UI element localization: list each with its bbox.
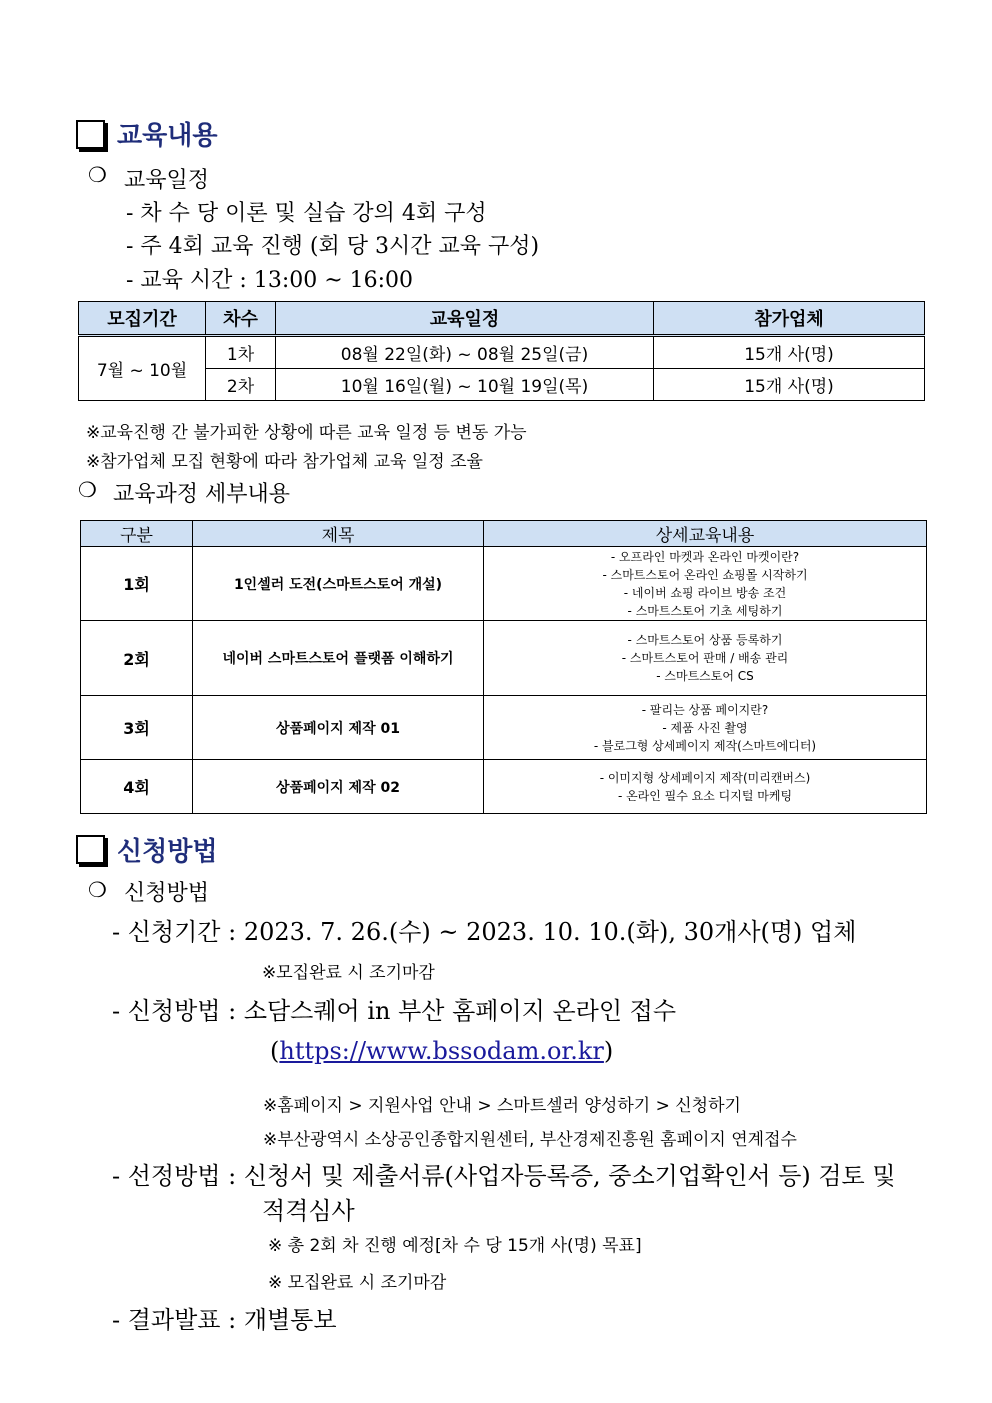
schedule-note-1: ※교육진행 간 불가피한 상황에 따른 교육 일정 등 변동 가능 xyxy=(86,423,527,443)
header-companies: 참가업체 xyxy=(654,302,925,336)
session-cell: 2회 xyxy=(81,621,193,696)
detail-line: - 스마트스토어 기초 세팅하기 xyxy=(627,603,783,618)
period-cell: 7월 ~ 10월 xyxy=(79,336,206,401)
details-cell xyxy=(484,621,927,696)
section-title-application: 신청방법 xyxy=(117,837,218,867)
detail-line: - 온라인 필수 요소 디지털 마케팅 xyxy=(617,788,793,803)
session-cell: 3회 xyxy=(81,696,193,760)
schedule-note-2: ※참가업체 모집 현황에 따라 참가업체 교육 일정 조율 xyxy=(86,452,483,472)
session-cell: 4회 xyxy=(81,760,193,814)
header-round: 차수 xyxy=(206,302,276,336)
table-row xyxy=(81,621,927,696)
selection-note-1: ※ 총 2회 차 진행 예정[차 수 당 15개 사(명) 목표] xyxy=(268,1236,642,1256)
table-row xyxy=(79,336,925,369)
course-table xyxy=(80,520,927,814)
dates-cell: 08월 22일(화) ~ 08월 25일(금) xyxy=(276,336,654,369)
schedule-line-2: - 주 4회 교육 진행 (회 당 3시간 교육 구성) xyxy=(126,234,540,259)
method-note-1: ※홈페이지 > 지원사업 안내 > 스마트셀러 양성하기 > 신청하기 xyxy=(263,1096,741,1116)
table-row xyxy=(81,547,927,621)
detail-line: - 제품 사진 촬영 xyxy=(662,720,748,735)
url-open-paren: ( xyxy=(270,1037,280,1065)
details-cell xyxy=(484,547,927,621)
selection-line-1: - 선정방법 : 신청서 및 제출서류(사업자등록증, 중소기업확인서 등) 검토 및 xyxy=(112,1162,896,1190)
section-checkbox-icon xyxy=(76,835,105,864)
header-details: 상세교육내용 xyxy=(484,521,927,547)
selection-note-2: ※ 모집완료 시 조기마감 xyxy=(268,1273,447,1293)
title-cell: 상품페이지 제작 01 xyxy=(193,696,484,760)
detail-line: - 이미지형 상세페이지 제작(미리캔버스) xyxy=(599,770,811,785)
section-checkbox-icon xyxy=(76,120,105,149)
method-note-2: ※부산광역시 소상공인종합지원센터, 부산경제진흥원 홈페이지 연계접수 xyxy=(263,1130,797,1150)
companies-cell: 15개 사(명) xyxy=(654,369,925,401)
header-period: 모집기간 xyxy=(79,302,206,336)
dates-cell: 10월 16일(월) ~ 10월 19일(목) xyxy=(276,369,654,401)
result-line: - 결과발표 : 개별통보 xyxy=(112,1306,337,1334)
table-row xyxy=(81,696,927,760)
detail-line: - 네이버 쇼핑 라이브 방송 조건 xyxy=(623,585,787,600)
detail-line: - 스마트스토어 판매 / 배송 관리 xyxy=(621,651,789,665)
detail-line: - 블로그형 상세페이지 제작(스마트에디터) xyxy=(593,738,817,753)
application-method: - 신청방법 : 소담스퀘어 in 부산 홈페이지 온라인 접수 xyxy=(112,997,677,1025)
section-title-education: 교육내용 xyxy=(117,121,218,151)
detail-line: - 팔리는 상품 페이지란? xyxy=(641,702,769,717)
table-row xyxy=(79,369,925,401)
round-cell: 1차 xyxy=(206,336,276,369)
homepage-link[interactable]: https://www.bssodam.or.kr xyxy=(279,1037,604,1065)
schedule-line-1: - 차 수 당 이론 및 실습 강의 4회 구성 xyxy=(126,201,487,226)
circle-bullet-icon: ❍ xyxy=(88,878,107,902)
detail-line: - 오프라인 마켓과 온라인 마켓이란? xyxy=(610,549,800,564)
url-close-paren: ) xyxy=(603,1037,614,1065)
detail-line: - 스마트스토어 상품 등록하기 xyxy=(627,633,783,647)
schedule-line-3: - 교육 시간 : 13:00 ~ 16:00 xyxy=(126,268,414,293)
table-row xyxy=(81,760,927,814)
selection-line-2: 적격심사 xyxy=(262,1197,355,1225)
details-cell xyxy=(484,696,927,760)
header-title: 제목 xyxy=(193,521,484,547)
application-heading: 신청방법 xyxy=(124,881,210,906)
header-dates: 교육일정 xyxy=(276,302,654,336)
application-url-line xyxy=(270,1037,613,1065)
schedule-heading: 교육일정 xyxy=(124,168,210,193)
title-cell: 1인셀러 도전(스마트스토어 개설) xyxy=(193,547,484,621)
round-cell: 2차 xyxy=(206,369,276,401)
session-cell: 1회 xyxy=(81,547,193,621)
circle-bullet-icon: ❍ xyxy=(88,163,107,187)
detail-line: - 스마트스토어 온라인 쇼핑몰 시작하기 xyxy=(602,567,808,582)
schedule-table xyxy=(78,301,925,401)
circle-bullet-icon: ❍ xyxy=(78,478,97,502)
title-cell: 네이버 스마트스토어 플랫폼 이해하기 xyxy=(193,621,484,696)
detail-line: - 스마트스토어 CS xyxy=(656,669,754,683)
course-heading: 교육과정 세부내용 xyxy=(113,482,291,507)
application-period: - 신청기간 : 2023. 7. 26.(수) ~ 2023. 10. 10.(화), 30개사(명) 업체 xyxy=(112,918,857,946)
details-cell xyxy=(484,760,927,814)
header-session: 구분 xyxy=(81,521,193,547)
companies-cell: 15개 사(명) xyxy=(654,336,925,369)
title-cell: 상품페이지 제작 02 xyxy=(193,760,484,814)
application-period-note: ※모집완료 시 조기마감 xyxy=(262,963,435,983)
